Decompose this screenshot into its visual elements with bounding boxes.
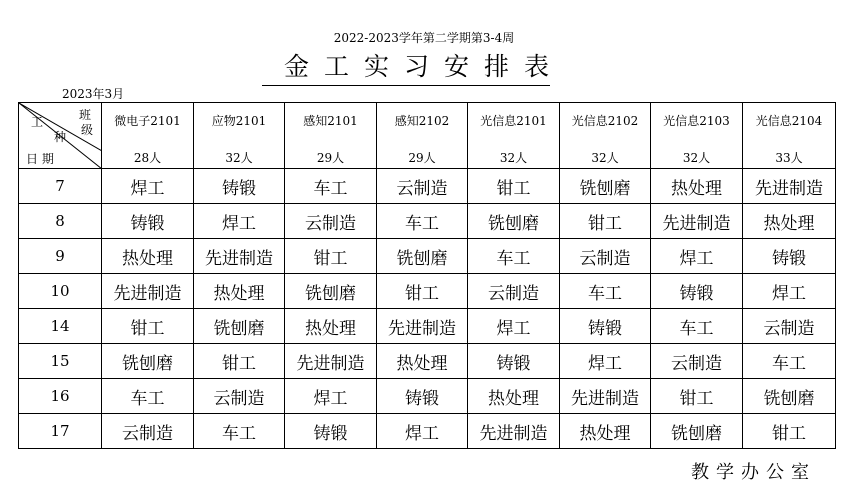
document-title: 金工实习安排表 bbox=[283, 52, 564, 81]
task-cell: 钳工 bbox=[285, 239, 377, 274]
task-cell: 云制造 bbox=[285, 204, 377, 239]
class-header bbox=[377, 103, 468, 169]
task-cell: 先进制造 bbox=[285, 344, 377, 379]
date-cell: 7 bbox=[19, 169, 102, 204]
document-date: 2023年3月 bbox=[62, 87, 125, 101]
table-row bbox=[19, 414, 836, 449]
task-cell: 先进制造 bbox=[102, 274, 194, 309]
task-cell: 云制造 bbox=[194, 379, 285, 414]
task-cell: 焊工 bbox=[377, 414, 468, 449]
date-cell: 16 bbox=[19, 379, 102, 414]
task-cell: 铸锻 bbox=[102, 204, 194, 239]
task-cell: 先进制造 bbox=[377, 309, 468, 344]
class-header bbox=[102, 103, 194, 169]
task-cell: 热处理 bbox=[468, 379, 560, 414]
task-cell: 先进制造 bbox=[194, 239, 285, 274]
date-cell: 9 bbox=[19, 239, 102, 274]
class-count: 29人 bbox=[408, 151, 436, 165]
table-row bbox=[19, 169, 836, 204]
task-cell: 铣刨磨 bbox=[194, 309, 285, 344]
corner-date-label: 日 期 bbox=[26, 152, 54, 166]
task-cell: 铣刨磨 bbox=[102, 344, 194, 379]
task-cell: 焊工 bbox=[285, 379, 377, 414]
task-cell: 铣刨磨 bbox=[743, 379, 836, 414]
table-row bbox=[19, 274, 836, 309]
header-row bbox=[19, 103, 836, 169]
class-name: 光信息2103 bbox=[663, 114, 730, 128]
schedule-table bbox=[18, 102, 836, 449]
office-signature: 教学办公室 bbox=[691, 462, 816, 483]
task-cell: 先进制造 bbox=[468, 414, 560, 449]
class-count: 29人 bbox=[316, 151, 345, 165]
corner-class-label-1: 班 bbox=[79, 108, 92, 122]
task-cell: 焊工 bbox=[743, 274, 836, 309]
title-underline bbox=[262, 85, 550, 86]
task-cell: 钳工 bbox=[468, 169, 560, 204]
date-cell: 10 bbox=[19, 274, 102, 309]
task-cell: 焊工 bbox=[560, 344, 651, 379]
task-cell: 钳工 bbox=[560, 204, 651, 239]
task-cell: 热处理 bbox=[743, 204, 836, 239]
task-cell: 钳工 bbox=[377, 274, 468, 309]
task-cell: 热处理 bbox=[285, 309, 377, 344]
task-cell: 车工 bbox=[194, 414, 285, 449]
task-cell: 云制造 bbox=[377, 169, 468, 204]
task-cell: 云制造 bbox=[468, 274, 560, 309]
table-row bbox=[19, 309, 836, 344]
task-cell: 热处理 bbox=[651, 169, 743, 204]
task-cell: 焊工 bbox=[651, 239, 743, 274]
task-cell: 钳工 bbox=[743, 414, 836, 449]
task-cell: 铸锻 bbox=[468, 344, 560, 379]
task-cell: 铸锻 bbox=[194, 169, 285, 204]
task-cell: 热处理 bbox=[560, 414, 651, 449]
document-subtitle: 2022-2023学年第二学期第3-4周 bbox=[333, 31, 515, 45]
class-name: 感知2101 bbox=[303, 114, 358, 128]
task-cell: 车工 bbox=[743, 344, 836, 379]
corner-class-label-2: 级 bbox=[81, 123, 94, 137]
class-count: 33人 bbox=[775, 151, 803, 165]
task-cell: 焊工 bbox=[102, 169, 194, 204]
class-count: 28人 bbox=[133, 151, 162, 165]
task-cell: 车工 bbox=[468, 239, 560, 274]
date-cell: 17 bbox=[19, 414, 102, 449]
task-cell: 车工 bbox=[651, 309, 743, 344]
class-count: 32人 bbox=[499, 151, 528, 165]
task-cell: 车工 bbox=[285, 169, 377, 204]
class-name: 光信息2102 bbox=[571, 114, 639, 128]
task-cell: 焊工 bbox=[468, 309, 560, 344]
task-cell: 云制造 bbox=[560, 239, 651, 274]
class-count: 32人 bbox=[225, 151, 253, 165]
class-count: 32人 bbox=[682, 151, 711, 165]
task-cell: 铸锻 bbox=[285, 414, 377, 449]
task-cell: 钳工 bbox=[102, 309, 194, 344]
task-cell: 铣刨磨 bbox=[377, 239, 468, 274]
class-header bbox=[743, 103, 836, 169]
class-header bbox=[285, 103, 377, 169]
task-cell: 铸锻 bbox=[743, 239, 836, 274]
task-cell: 先进制造 bbox=[651, 204, 743, 239]
corner-type-label-2: 种 bbox=[54, 130, 67, 144]
class-name: 光信息2104 bbox=[755, 114, 823, 128]
table-row bbox=[19, 239, 836, 274]
date-cell: 15 bbox=[19, 344, 102, 379]
class-name: 微电子2101 bbox=[114, 114, 181, 128]
corner-type-label-1: 工 bbox=[31, 115, 44, 129]
task-cell: 铸锻 bbox=[377, 379, 468, 414]
task-cell: 云制造 bbox=[651, 344, 743, 379]
task-cell: 云制造 bbox=[102, 414, 194, 449]
class-header bbox=[560, 103, 651, 169]
task-cell: 铣刨磨 bbox=[285, 274, 377, 309]
task-cell: 先进制造 bbox=[560, 379, 651, 414]
task-cell: 钳工 bbox=[194, 344, 285, 379]
task-cell: 铸锻 bbox=[560, 309, 651, 344]
task-cell: 铣刨磨 bbox=[468, 204, 560, 239]
class-count: 32人 bbox=[591, 151, 619, 165]
task-cell: 先进制造 bbox=[743, 169, 836, 204]
task-cell: 车工 bbox=[102, 379, 194, 414]
task-cell: 铣刨磨 bbox=[560, 169, 651, 204]
task-cell: 焊工 bbox=[194, 204, 285, 239]
class-header bbox=[194, 103, 285, 169]
table-row bbox=[19, 204, 836, 239]
date-cell: 8 bbox=[19, 204, 102, 239]
task-cell: 热处理 bbox=[377, 344, 468, 379]
task-cell: 热处理 bbox=[102, 239, 194, 274]
corner-cell bbox=[19, 103, 102, 169]
class-header bbox=[468, 103, 560, 169]
class-header bbox=[651, 103, 743, 169]
date-cell: 14 bbox=[19, 309, 102, 344]
class-name: 应物2101 bbox=[211, 114, 267, 128]
table-row bbox=[19, 379, 836, 414]
task-cell: 车工 bbox=[560, 274, 651, 309]
task-cell: 云制造 bbox=[743, 309, 836, 344]
class-name: 感知2102 bbox=[394, 114, 450, 128]
task-cell: 钳工 bbox=[651, 379, 743, 414]
class-name: 光信息2101 bbox=[480, 114, 547, 128]
table-row bbox=[19, 344, 836, 379]
task-cell: 铣刨磨 bbox=[651, 414, 743, 449]
task-cell: 铸锻 bbox=[651, 274, 743, 309]
task-cell: 热处理 bbox=[194, 274, 285, 309]
task-cell: 车工 bbox=[377, 204, 468, 239]
